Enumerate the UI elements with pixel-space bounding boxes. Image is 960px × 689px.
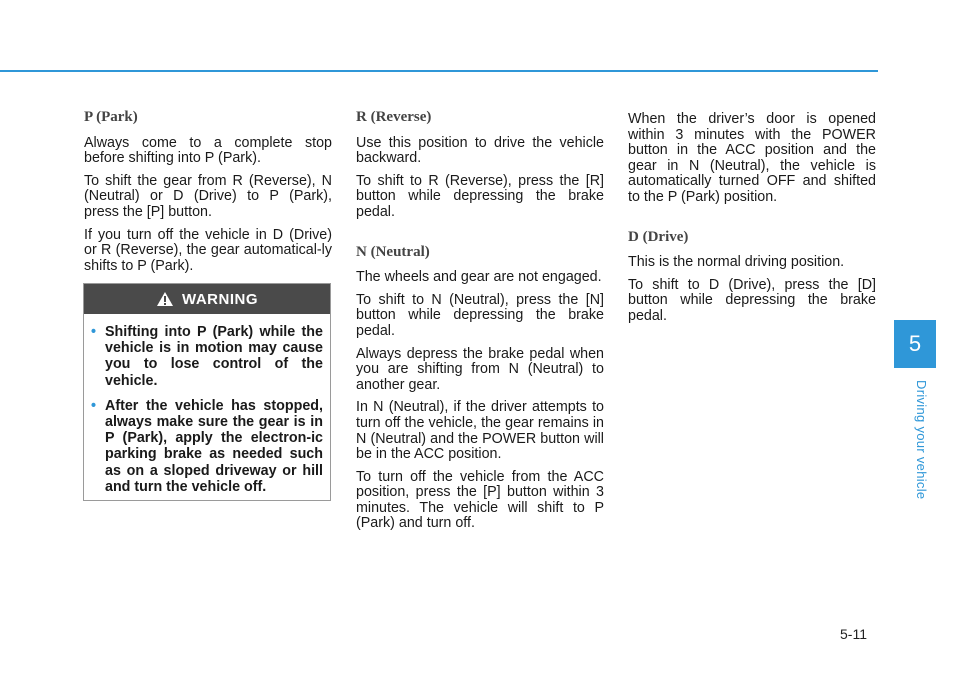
neutral-heading: N (Neutral): [356, 243, 430, 260]
door-open-paragraph: When the driver’s door is opened within 3 minutes with the POWER button in the ACC position and the gear in N (Neutral), the vehicle is automatically turned OFF and shifted to the P (Park) position.: [628, 111, 876, 205]
park-section: [84, 110, 332, 281]
warning-item: [91, 324, 323, 389]
drive-paragraph-1: This is the normal driving position.: [628, 254, 845, 271]
bullet: •: [91, 397, 97, 414]
chapter-tab: 5: [894, 320, 936, 368]
header-rule: [0, 70, 878, 72]
drive-heading: D (Drive): [628, 228, 689, 245]
reverse-neutral-section: [356, 110, 604, 539]
bullet: •: [91, 324, 97, 340]
warning-box: [83, 283, 331, 501]
page-number: 5-11: [840, 626, 867, 642]
neutral-paragraph-1: The wheels and gear are not engaged.: [356, 269, 602, 286]
chapter-label: Driving your vehicle: [914, 380, 929, 500]
drive-section: [628, 112, 876, 332]
warning-item: [91, 398, 323, 495]
neutral-paragraph-5: To turn off the vehicle from the ACC position, press the [P] button within 3 minutes. The vehicle will shift to P (Park) and turn off.: [356, 468, 604, 532]
warning-header: [84, 284, 330, 314]
neutral-paragraph-2: To shift to N (Neutral), press the [N] button while depressing the brake pedal.: [356, 291, 604, 339]
reverse-paragraph-2: To shift to R (Reverse), press the [R] button while depressing the brake pedal.: [356, 172, 604, 220]
warning-title: WARNING: [182, 290, 258, 308]
warning-item-text: Shifting into P (Park) while the vehicle is in motion may cause you to lose control of the vehicle.: [105, 324, 323, 389]
park-paragraph-2: To shift the gear from R (Reverse), N (Neutral) or D (Drive) to P (Park), press the [P] button.: [84, 172, 332, 220]
drive-paragraph-2: To shift to D (Drive), press the [D] button while depressing the brake pedal.: [628, 276, 876, 324]
neutral-paragraph-4: In N (Neutral), if the driver attempts to turn off the vehicle, the gear remains in N (Neutral) and the POWER button will be in the ACC position.: [356, 399, 604, 463]
warning-item-text: After the vehicle has stopped, always make sure the gear is in P (Park), apply the electron-ic parking brake as needed such as on a sloped driveway or hill and turn the vehicle off.: [105, 397, 323, 495]
park-heading: P (Park): [84, 109, 138, 125]
park-paragraph-3: If you turn off the vehicle in D (Drive) or R (Reverse), the gear automatical-ly shifts to P (Park).: [84, 226, 332, 274]
reverse-paragraph-1: Use this position to drive the vehicle backward.: [356, 134, 604, 167]
warning-triangle-icon: [156, 291, 174, 307]
neutral-paragraph-3: Always depress the brake pedal when you are shifting from N (Neutral) to another gear.: [356, 345, 604, 393]
reverse-heading: R (Reverse): [356, 109, 432, 125]
warning-list: [84, 314, 330, 495]
park-paragraph-1: Always come to a complete stop before shifting into P (Park).: [84, 134, 332, 167]
